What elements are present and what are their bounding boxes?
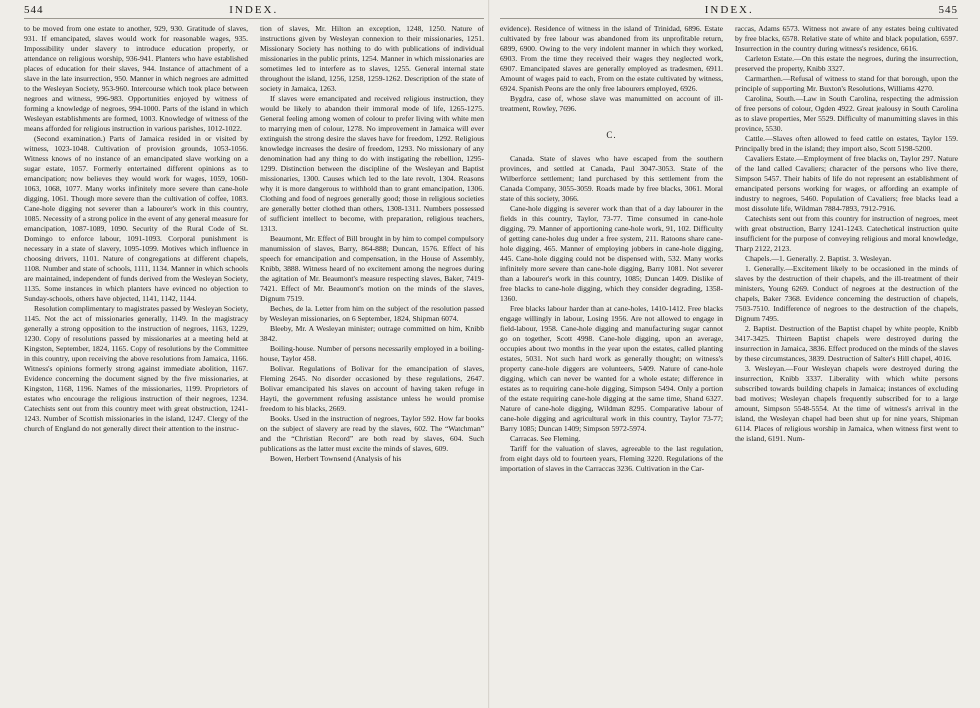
index-entry: Carolina, South.—Law in South Carolina, respecting the admission of free persons of colour, Ogden 4922. Great jealousy in South Carolina as to slave properties, Mer 5529. Difficulty of manumitting slaves in this province, 5530. xyxy=(735,94,958,133)
index-entry: Carleton Estate.—On this estate the negroes, during the insurrection, preserved the property, Knibb 3327. xyxy=(735,54,958,73)
left-page-number: 544 xyxy=(24,4,44,16)
index-entry: Books. Used in the instruction of negroes, Taylor 592. How far books on the subject of slavery are read by the slaves, 602. The “Watchman” and the “Christian Record” are both read by slaves, 604. Such publications as the latter must excite the minds of slaves, 609. xyxy=(260,414,484,453)
index-entry: Boiling-house. Number of persons necessarily employed in a boiling-house, Taylor 458. xyxy=(260,344,484,363)
index-entry: Tariff for the valuation of slaves, agreeable to the last regulation, from eight days old to fourteen years, Fleming 3220. Regulations of the importation of slaves in the Carraccas 3236. Cultivation in the Car- xyxy=(500,444,723,473)
index-entry: 3. Wesleyan.—Four Wesleyan chapels were destroyed during the insurrection, Knibb 3337. Liberality with which white persons subscribed towards building chapels in Jamaica; instances of excluding bad motives; Wesleyan chapels frequently subscribed for to a large amount, Simpson 5548-5554. At the time of witness's arrival in the island, the Wesleyan chapel had been shut up for nine years, Shipman 6114. Places of religious worship in Jamaica, when witness first went to the island, 6191. Num- xyxy=(735,364,958,443)
index-entry: Bleeby, Mr. A Wesleyan minister; outrage committed on him, Knibb 3842. xyxy=(260,324,484,343)
right-page-number: 545 xyxy=(938,4,958,16)
index-entry: Cattle.—Slaves often allowed to feed cattle on estates, Taylor 159. Principally bred in the island; they import also, Scott 5198-5200. xyxy=(735,134,958,153)
index-entry: to be moved from one estate to another, 929, 930. Gratitude of slaves, 931. If emancipated, slaves would work for reasonable wages, 935. Impossibility under slavery to introduce education properly, or attendance on religious worship, 936-941. Planters who have established places of education for their slaves, 944. Instance of attachment of a slave in the late insurrection, 950. Manner in which negroes are admitted to the Wesleyan Society, 953-960. Intercourse which took place between negroes and witness, 996-983. Opportunities enjoyed by witness of forming a knowledge of negroes, 994-1000. Parts of the island in which Wesleyan establishments are formed, 1003. Knowledge of witness of the means afforded for religious instruction in various parishes, 1012-1022. xyxy=(24,24,248,133)
index-entry: Carracas. See Fleming. xyxy=(510,434,581,443)
left-column-2 xyxy=(260,24,484,464)
index-entry: Free blacks labour harder than at cane-holes, 1410-1412. Free blacks engage willingly in labour, Losing 1956. Are not allowed to engage in field-labour, 1958. Cane-hole digging and manufacturing sugar cannot go on together, Scott 4998. Cane-hole digging, upon an average, occupies about two months in the year upon the estates, called planting estates, 5031. Not such hard work as generally thought; on witness's property cane-hole diggers are volunteers, 5409. Nature of cane-hole digging, which can never be wanted for a whole estate; difference in estates as to requiring cane-hole digging, Simpson 5494. Only a portion of the estate requiring cane-hole digging at the same time, Shand 6327. Nature of cane-hole digging, Wildman 8295. Comparative labour of cane-hole digging and agricultural work in this country, Taylor 73-77; Barry 1085; Duncan 1409; Simpson 5972-5974. xyxy=(500,304,723,433)
right-header-title: INDEX. xyxy=(704,4,754,16)
left-running-head xyxy=(24,4,484,19)
index-entry: Bolivar. Regulations of Bolivar for the emancipation of slaves, Fleming 2645. No disorder occasioned by these regulations, 2647. Bolivar emancipated his slaves on account of having taken refuge in Hayti, the government refusing assistance unless he would promise freedom to his blacks, 2669. xyxy=(260,364,484,413)
index-entry: raccas, Adams 6573. Witness not aware of any estates being cultivated by free blacks, 6578. Relative state of white and black population, 6597. Insurrection in the country during witness's residence, 6616. xyxy=(735,24,958,53)
index-entry: Carmarthen.—Refusal of witness to stand for that borough, upon the principle of supporting Mr. Buxton's Resolutions, Williams 4270. xyxy=(735,74,958,93)
left-header-title: INDEX. xyxy=(229,4,279,16)
right-page xyxy=(490,0,980,708)
index-entry: If slaves were emancipated and received religious instruction, they would be likely to abandon their immoral mode of life, 1265-1275. General feeling among women of colour to prefer living with white men to marrying men of colour, 1278. No improvement in Jamaica will ever extinguish the strong desire the slaves have for freedom, 1292. Religious knowledge increases the desire of freedom, 1293. No missionary of any denomination had any thing to do with instigating the rebellion, 1295-1299. Distinction between the discipline of the Wesleyan and Baptist missionaries, 1300. Causes which led to the late revolt, 1304. Reasons why it is more dangerous to withhold than to grant emancipation, 1306. Clothing and food of negroes generally good; those in religious societies are generally better clothed than others, 1308-1311. Numbers possessed of sufficient intellect to become, with preparation, religious teachers, 1313. xyxy=(260,94,484,233)
index-entry: evidence). Residence of witness in the island of Trinidad, 6896. Estate cultivated by free labour was abandoned from its unprofitable return, 6899, 6900. Owing to the very indolent manner in which they worked, 6903. From the time they received their wages they neglected work, 6907. Emancipated slaves are generally employed as tradesmen, 6911. Amount of wages paid to each, From on the estate cultivated by witness, 6924. Spanish Peons are the only free labourers employed, 6926. xyxy=(500,24,723,93)
index-entry: 1. Generally.—Excitement likely to be occasioned in the minds of slaves by the destruction of their chapels, and the ill-treatment of their ministers, Young 6269. Conduct of negroes at the destruction of the chapels, Baker 7368. Evidence concerning the destruction of chapels, 7503-7510. Indifference of negroes to the destruction of the chapels, Dignum 7495. xyxy=(735,264,958,323)
right-running-head xyxy=(500,4,958,19)
section-letter: C. xyxy=(606,130,617,140)
index-entry: Resolution complimentary to magistrates passed by Wesleyan Society, 1145. Not the act of missionaries generally, 1149. In the magistracy generally a strong opposition to the instruction of negroes, 1163, 1229, 1230. Copy of resolutions passed by missionaries at a meeting held at Kingston, September, 1824, 1165. Copy of resolutions by the Committee in this country, upon receiving the above resolutions from Jamaica, 1166. Witness's opinions formerly strong against immediate abolition, 1167. Evidence concerning the document signed by the five missionaries, at Kingston, 1168, 1196. Names of the missionaries, 1199. Proprietors of estates who encourage the religious instruction of their negroes, 1234. Catechists sent out from this country meet with great obstruction, 1241-1243. Number of Scottish missionaries in the island, 1247. Clergy of the church of England do not generally direct their attention to the instruc- xyxy=(24,304,248,433)
index-entry: Beches, de la. Letter from him on the subject of the resolution passed by Wesleyan missionaries, on 6 September, 1824, Shipman 6074. xyxy=(260,304,484,323)
index-entry: Beaumont, Mr. Effect of Bill brought in by him to compel compulsory manumission of slaves, Barry, 864-888; Duncan, 1576. Effect of his speech for emancipation and compensation, in the House of Assembly, Knibb, 3888. Witness heard of no excitement among the negroes during the agitation of Mr. Beaumont's measure respecting slaves, Baker, 7419-7421. Effect of Mr. Beaumont's motion on the minds of the slaves, Dignum 7519. xyxy=(260,234,484,303)
left-column-1 xyxy=(24,24,248,464)
index-entry: Cane-hole digging is severer work than that of a day labourer in the fields in this country, Taylor, 73-77. Time consumed in cane-hole digging, 79. Manner of apportioning cane-hole work, 91, 102. Difficulty of getting cane-holes dug under a free system, 211. Ratoons share cane-hole digging, 465. Manner of employing jobbers in cane-hole digging, 445. Cane-hole digging could not be dispensed with, 532. Many works infinitely more severe than cane-hole digging, Barry 1081. Not severer than a labourer's work in this country, 1085; Duncan 1409. Dislike of free blacks to cane-hole digging, which they consider degrading, 1358-1360. xyxy=(500,204,723,303)
left-columns xyxy=(24,24,484,464)
index-entry: (Second examination.) Parts of Jamaica resided in or visited by witness, 1023-1048. Cultivation of provision grounds, 1053-1056. Witness knows of no instance of an emancipated slave working on a sugar estate, 1057. Formerly entertained different opinions as to emancipation; now believes they would work for wages, 1059, 1060-1063, 1068, 1077. Many works infinitely more severe than cane-hole digging, 1061. Though more severe than the cultivation of coffee, 1083. Cane-hole digging not severer than a labourer's work in this country, 1085. Necessity of a strong police in the event of any general measure for emancipation, 1087-1089, 1090. Security of the Rural Code of St. Domingo to enforce labour, 1091-1093. Corporal punishment is necessary in a state of slavery, 1095-1099. Motives which influence in choosing drivers, 1101. Nature of congregations at different chapels, 1108. Number and state of schools, 1111, 1134. Manner in which schools are maintained, independent of funds derived from the Wesleyan Society, 1135. Some instances in which planters have evinced no objection to Sunday-schools, others have objected, 1141, 1142, 1144. xyxy=(24,134,248,303)
right-column-1 xyxy=(500,24,723,474)
index-entry: Catechists sent out from this country for instruction of negroes, meet with great obstruction, Barry 1241-1243. Catechetical instruction quite insufficient for the purpose of conveying religious and moral knowledge, Tharp 2122, 2123. xyxy=(735,214,958,253)
index-entry: 2. Baptist. Destruction of the Baptist chapel by white people, Knibb 3417-3425. Thirteen Baptist chapels were destroyed during the insurrection in Jamaica, 3836. Effect produced on the minds of the slaves by these circumstances, 3839. Destruction of Salter's Hill chapel, 4016. xyxy=(735,324,958,363)
index-entry: Cavaliers Estate.—Employment of free blacks on, Taylor 297. Nature of the land called Cavaliers; character of the persons who live there, Simpson 5457. Their habits of life do not represent an establishment of emancipated persons working for wages, or affording an example of industry to negroes, 5460. Population of Cavaliers; free blacks lead a most dissolute life, Wildman 7884-7893, 7912-7916. xyxy=(735,154,958,213)
index-entry: Chapels.—1. Generally. 2. Baptist. 3. Wesleyan. xyxy=(745,254,892,263)
index-entry: Bygdra, case of, whose slave was manumitted on account of ill-treatment, Rowley, 7696. xyxy=(500,94,723,113)
index-entry: Bowen, Herbert Townsend (Analysis of his xyxy=(270,454,402,463)
right-column-2 xyxy=(735,24,958,474)
index-entry: tion of slaves, Mr. Hilton an exception, 1248, 1250. Nature of instructions given by Wesleyan connexion to their missionaries, 1251. Missionary Society has nothing to do with publications of individual missionaries in the public prints, 1254. Manner in which missionaries are sometimes led to interfere as to slaves, 1255. General internal state throughout the island, 1256, 1258, 1259-1262. Description of the state of society in Jamaica, 1263. xyxy=(260,24,484,93)
index-entry: Canada. State of slaves who have escaped from the southern provinces, and settled at Canada, Paul 3047-3053. State of the Wilberforce settlement; land purchased by this settlement from the Canada Company, 3055-3059. Roads made by free blacks, 3061. Moral state of this society, 3066. xyxy=(500,154,723,203)
right-columns xyxy=(500,24,958,474)
